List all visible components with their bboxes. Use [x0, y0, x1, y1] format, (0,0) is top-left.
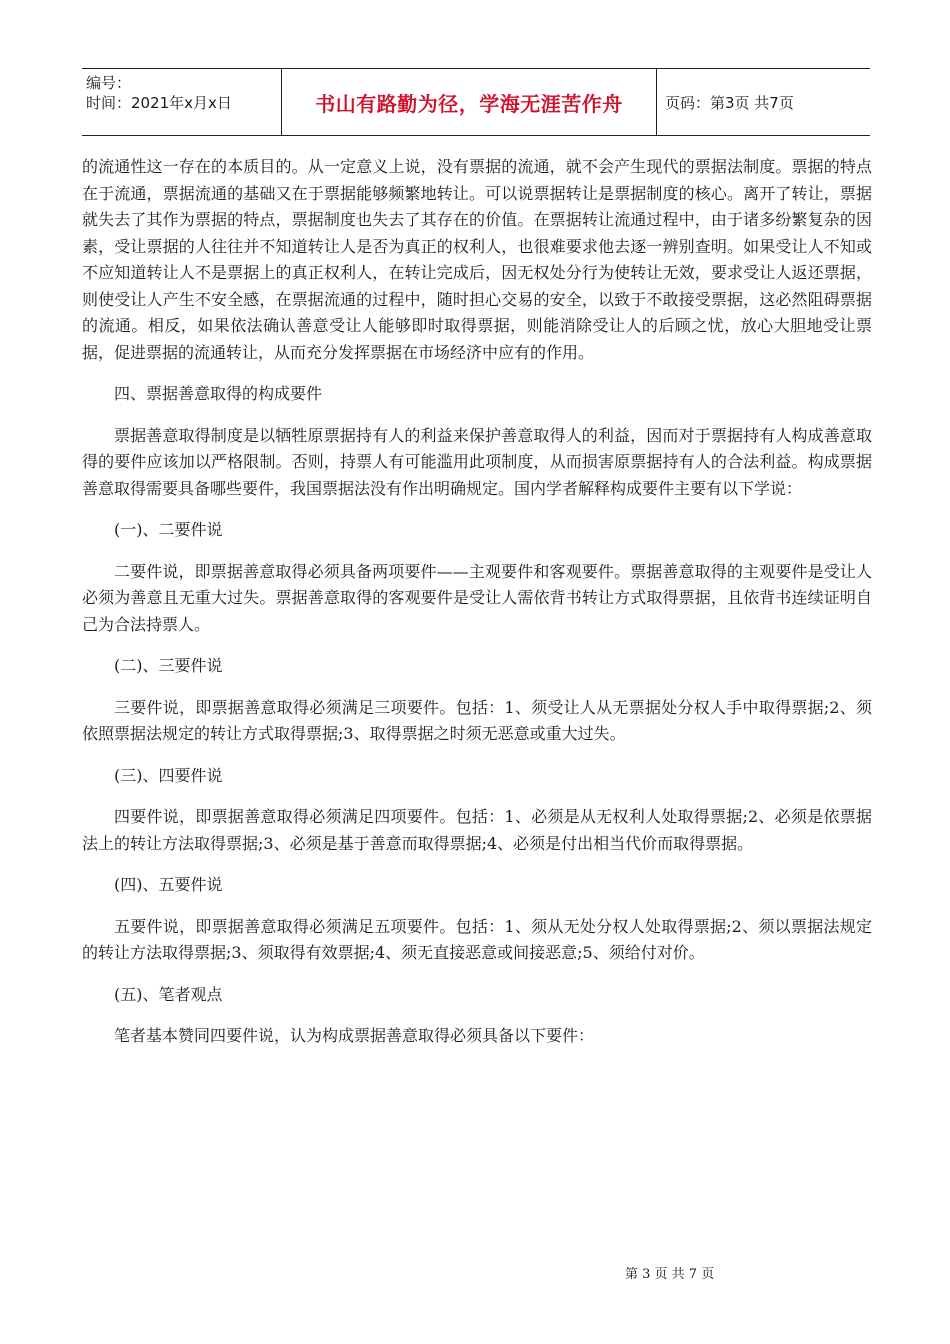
page-footer: 第 3 页 共 7 页 [625, 1267, 715, 1282]
motto-text: 书山有路勤为径，学海无涯苦作舟 [315, 91, 623, 116]
section-heading: 四、票据善意取得的构成要件 [114, 384, 323, 403]
date-label: 时间：2021年x月x日 [86, 94, 232, 112]
paragraph-continuation: 的流通性这一存在的本质目的。从一定意义上说，没有票据的流通，就不会产生现代的票据法制度。票据的特点在于流通，票据流通的基础又在于票据能够频繁地转让。可以说票据转让是票据制度的核心。离开了转让，票据就失去了其作为票据的特点，票据制度也失去了其存在的价值。在票据转让流通过程中，由于诸多纷繁复杂的因素，受让票据的人往往并不知道转让人是否为真正的权利人，也很难要求他去逐一辨别查明。如果受让人不知或不应知道转让人不是票据上的真正权利人，在转让完成后，因无权处分行为使转让无效，要求受让人返还票据，则使受让人产生不安全感，在票据流通的过程中，随时担心交易的安全，以致于不敢接受票据，这必然阻碍票据的流通。相反，如果依法确认善意受让人能够即时取得票据，则能消除受让人的后顾之忧，放心大胆地受让票据，促进票据的流通转让，从而充分发挥票据在市场经济中应有的作用。 [82, 157, 872, 362]
subsection-heading: (五)、笔者观点 [114, 984, 223, 1004]
paragraph: 笔者基本赞同四要件说，认为构成票据善意取得必须具备以下要件： [114, 1026, 595, 1045]
header-page-cell [657, 69, 870, 135]
document-body [82, 154, 872, 1065]
subsection-heading: (三)、四要件说 [114, 765, 223, 785]
header-motto-cell [282, 69, 657, 135]
page-info: 页码：第3页 共7页 [665, 93, 794, 112]
subsection-heading: (二)、三要件说 [114, 656, 223, 675]
paragraph: 二要件说，即票据善意取得必须具备两项要件——主观要件和客观要件。票据善意取得的主观要件是受让人必须为善意且无重大过失。票据善意取得的客观要件是受让人需依背书转让方式取得票据，且依背书连续证明自己为合法持票人。 [82, 561, 872, 634]
subsection-heading: (一)、二要件说 [114, 520, 223, 539]
number-label: 编号： [86, 74, 132, 92]
paragraph: 三要件说，即票据善意取得必须满足三项要件。包括：1、须受让人从无票据处分权人手中取得票据;2、须依照票据法规定的转让方式取得票据;3、取得票据之时须无恶意或重大过失。 [82, 697, 872, 743]
paragraph: 票据善意取得制度是以牺牲原票据持有人的利益来保护善意取得人的利益，因而对于票据持有人构成善意取得的要件应该加以严格限制。否则，持票人有可能滥用此项制度，从而损害原票据持有人的合法利益。构成票据善意取得需要具备哪些要件，我国票据法没有作出明确规定。国内学者解释构成要件主要有以下学说： [82, 425, 872, 498]
paragraph: 五要件说，即票据善意取得必须满足五项要件。包括：1、须从无处分权人处取得票据;2、须以票据法规定的转让方法取得票据;3、须取得有效票据;4、须无直接恶意或间接恶意;5、须给付对价。 [82, 916, 872, 962]
page-header [82, 68, 870, 136]
header-meta-cell [82, 69, 282, 135]
subsection-heading: (四)、五要件说 [114, 875, 223, 894]
paragraph: 四要件说，即票据善意取得必须满足四项要件。包括：1、必须是从无权利人处取得票据;2、必须是依票据法上的转让方法取得票据;3、必须是基于善意而取得票据;4、必须是付出相当代价而取得票据。 [82, 807, 872, 853]
